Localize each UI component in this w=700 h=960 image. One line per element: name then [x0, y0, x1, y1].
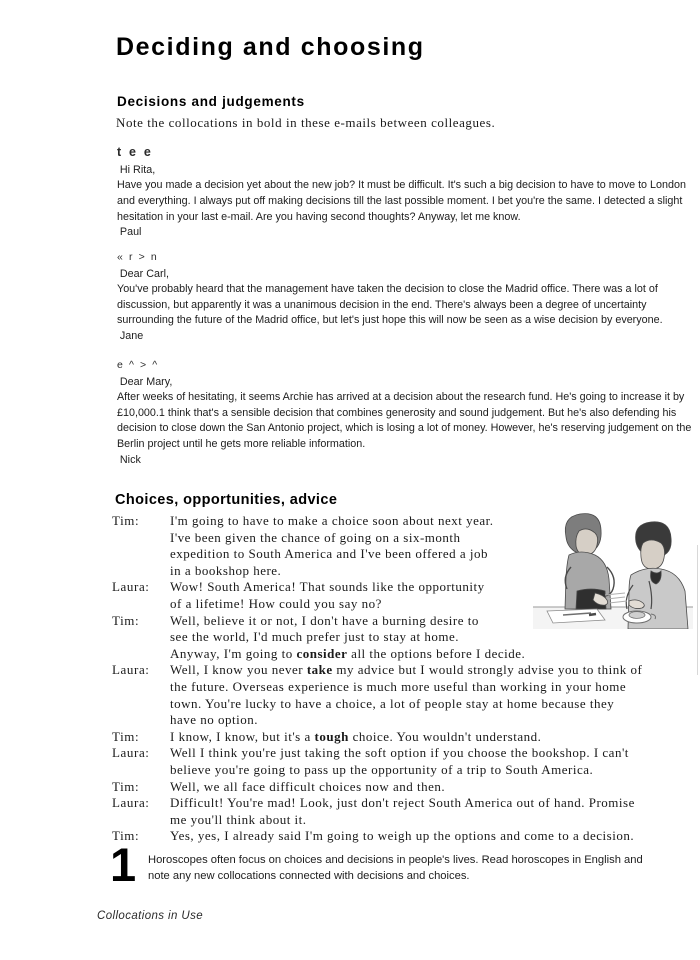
dialogue-line: town. You're lucky to have a choice, a lot of people stay at home because they — [170, 695, 615, 711]
email-line: discussion, but apparently it was a unanimous decision in the end. There's always been a degree of uncertainty — [117, 298, 647, 311]
dialogue-line: believe you're going to pass up the opportunity of a trip to South America. — [170, 761, 594, 777]
speaker-lines — [170, 729, 692, 746]
email-header-artifact: t e e — [117, 145, 154, 159]
dialogue-line: of a lifetime! How could you say no? — [170, 595, 382, 611]
dialogue-line: in a bookshop here. — [170, 562, 282, 578]
exercise-line: note any new collocations connected with decisions and choices. — [148, 869, 470, 882]
dialogue-line: Well I think you're just taking the soft option if you choose the bookshop. I can't — [170, 745, 629, 761]
speaker-label: Laura: — [112, 795, 150, 811]
speaker-lines — [170, 779, 692, 796]
page-footer: Collocations in Use — [97, 910, 204, 922]
speaker-label: Tim: — [112, 513, 140, 528]
dialogue-line: see the world, I'd much prefer just to stay at home. — [170, 629, 459, 645]
section-heading-choices: Choices, opportunities, advice — [115, 492, 338, 508]
speaker-lines — [170, 745, 692, 778]
dialogue-turn — [112, 729, 692, 746]
email-line: surrounding the future of the Madrid office, but let's just hope this will now be seen as a wise decision by everyone. — [117, 314, 663, 327]
speaker-label: Laura: — [112, 579, 150, 595]
dialogue-line: me you'll think about it. — [170, 811, 307, 827]
email-line: After weeks of hesitating, it seems Archie has arrived at a decision about the research fund. He's going to increase it by — [117, 391, 685, 404]
dialogue-line: Well, believe it or not, I don't have a burning desire to — [170, 612, 479, 628]
dialogue-line: Well, we all face difficult choices now and then. — [170, 778, 446, 794]
email-header-artifact: « r > n — [117, 251, 159, 263]
page-edge-line — [697, 545, 698, 675]
dialogue-line: Anyway, I'm going to consider all the options before I decide. — [170, 645, 526, 661]
email-signature: Jane — [119, 329, 144, 342]
dialogue-line: have no option. — [170, 712, 259, 728]
dialogue-line: Difficult! You're mad! Look, just don't reject South America out of hand. Promise — [170, 795, 635, 811]
speaker-label: Laura: — [112, 662, 150, 678]
email-salutation: Dear Carl, — [119, 267, 169, 280]
email-salutation: Dear Mary, — [119, 375, 173, 388]
dialogue-line: Wow! South America! That sounds like the opportunity — [170, 579, 485, 595]
page-title: Deciding and choosing — [116, 33, 425, 61]
exercise-line: Horoscopes often focus on choices and decisions in people's lives. Read horoscopes in English and — [148, 854, 643, 866]
dialogue-line: I'm going to have to make a choice soon about next year. — [170, 513, 494, 528]
email-block-nick — [117, 359, 692, 468]
email-line: Have you made a decision yet about the new job? It must be difficult. It's such a big decision to have to move to London — [117, 179, 686, 192]
speaker-lines — [170, 828, 692, 845]
email-block-paul — [117, 146, 689, 241]
email-header-artifact: e ^ > ^ — [117, 359, 159, 371]
section-heading-decisions: Decisions and judgements — [117, 94, 305, 109]
dialogue-turn — [112, 779, 692, 796]
speaker-label: Tim: — [112, 612, 140, 628]
speaker-label: Tim: — [112, 728, 140, 744]
email-signature: Paul — [119, 226, 142, 239]
speaker-label: Tim: — [112, 778, 140, 794]
dialogue-turn — [112, 662, 692, 728]
email-body — [117, 375, 692, 469]
email-salutation: Hi Rita, — [119, 163, 156, 176]
email-line: and everything. I always put off making decisions till the last possible moment. I bet you're the same. I detected a slight — [117, 194, 683, 207]
dialogue-line: I've been given the chance of going on a six-month — [170, 529, 461, 545]
section-intro-text: Note the collocations in bold in these e-mails between colleagues. — [116, 115, 496, 130]
dialogue-line: Yes, yes, I already said I'm going to weigh up the options and come to a decision. — [170, 828, 635, 844]
dialogue-turn — [112, 745, 692, 778]
dialogue-line: the future. Overseas experience is much more useful than working in your home — [170, 678, 627, 694]
email-block-jane — [117, 252, 689, 345]
email-body — [117, 267, 672, 345]
speaker-label: Laura: — [112, 745, 150, 761]
speaker-lines — [170, 795, 692, 828]
email-signature: Nick — [119, 453, 141, 466]
email-body — [117, 163, 686, 241]
email-line: Berlin project until he gets more reliable information. — [117, 437, 366, 450]
email-line: You've probably heard that the management have taken the decision to close the Madrid office. There was a lot of — [117, 283, 658, 296]
dialogue-line: I know, I know, but it's a tough choice. You wouldn't understand. — [170, 728, 542, 744]
exercise-number: 1 — [110, 838, 136, 891]
dialogue-line: expedition to South America and I've been offered a job — [170, 546, 489, 562]
email-line: £10,000.1 think that's a sensible decision that combines generosity and sound judgement. But he's also defending his — [117, 406, 677, 419]
exercise-block — [110, 838, 690, 891]
speaker-label: Tim: — [112, 828, 140, 844]
email-line: hesitation in your last e-mail. Are you having second thoughts? Anyway, let me know. — [117, 210, 521, 223]
speaker-lines — [170, 662, 692, 728]
dialogue-turn — [112, 828, 692, 845]
dialogue-turn — [112, 795, 692, 828]
exercise-instructions — [148, 845, 690, 884]
illustration-two-colleagues — [533, 507, 693, 629]
dialogue-line: Well, I know you never take my advice but I would strongly advise you to think of — [170, 662, 643, 678]
email-line: decision to close down the San Antonio project, which is losing a lot of money. However, he's reserving judgement on the — [117, 422, 692, 435]
